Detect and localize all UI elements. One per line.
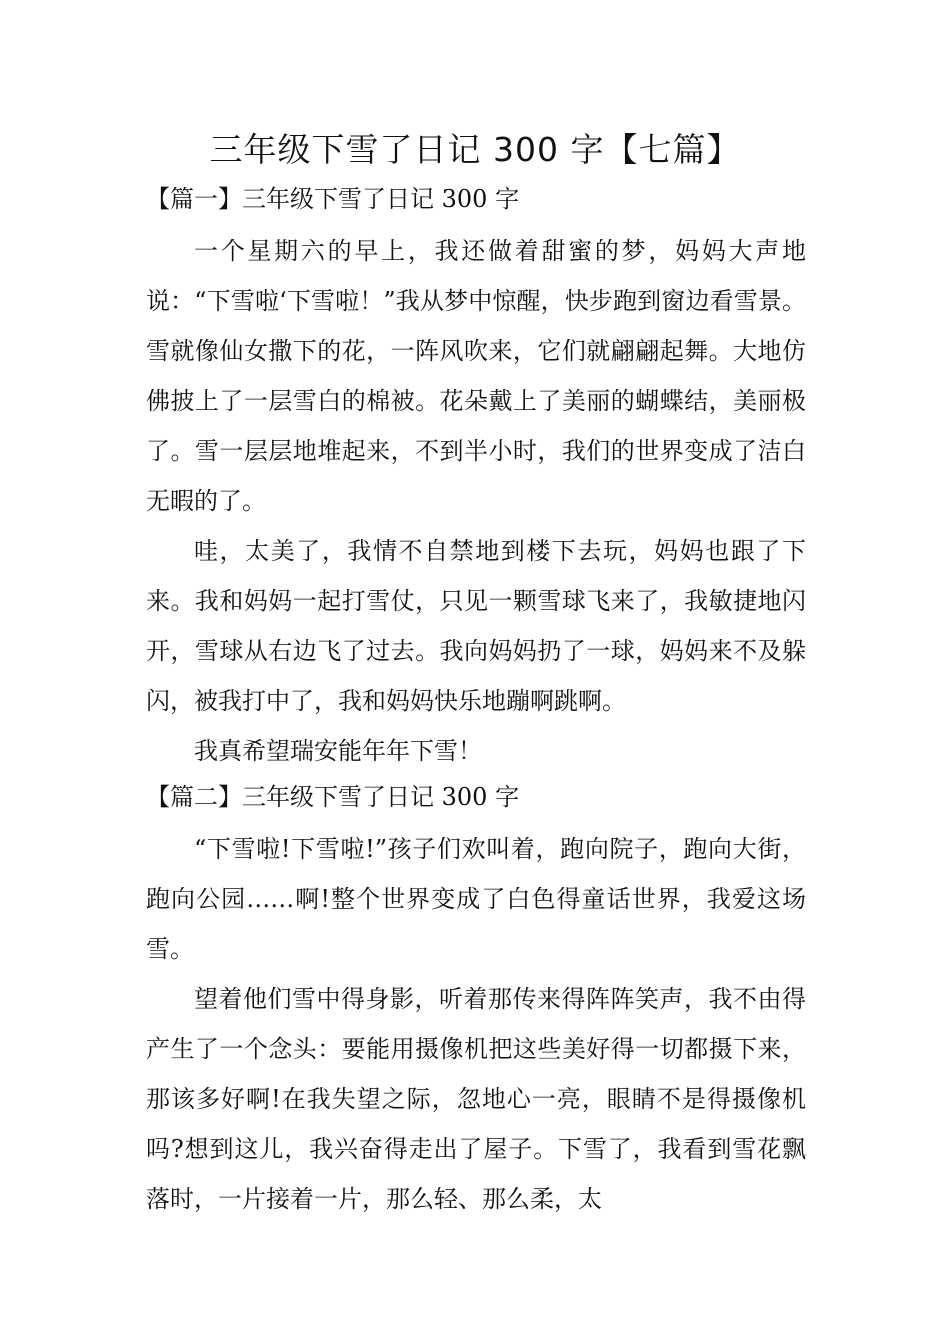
paragraph: “下雪啦!下雪啦!”孩子们欢叫着，跑向院子，跑向大街，跑向公园……啊!整个世界变成了白色得童话世界，我爱这场雪。 bbox=[146, 835, 806, 963]
paragraph: 哇，太美了，我情不自禁地到楼下去玩，妈妈也跟了下来。我和妈妈一起打雪仗，只见一颗雪球飞来了，我敏捷地闪开，雪球从右边飞了过去。我向妈妈扔了一球，妈妈来不及躲闪，被我打中了，我和妈妈快乐地蹦啊跳啊。 bbox=[146, 537, 806, 715]
section-heading: 【篇二】三年级下雪了日记 300 字 bbox=[146, 783, 520, 811]
paragraph: 我真希望瑞安能年年下雪！ bbox=[194, 737, 482, 765]
paragraph: 望着他们雪中得身影，听着那传来得阵阵笑声，我不由得产生了一个念头：要能用摄像机把这些美好得一切都摄下来，那该多好啊!在我失望之际，忽地心一亮，眼睛不是得摄像机吗?想到这儿，我兴奋得走出了屋子。下雪了，我看到雪花飘落时，一片接着一片，那么轻、那么柔，太 bbox=[146, 985, 806, 1213]
section-2 bbox=[146, 776, 806, 1224]
document-title: 三年级下雪了日记 300 字【七篇】 bbox=[209, 130, 741, 169]
section-1 bbox=[146, 178, 806, 776]
document-body bbox=[146, 178, 806, 1224]
paragraph: 一个星期六的早上，我还做着甜蜜的梦，妈妈大声地说：“下雪啦‘下雪啦！”我从梦中惊醒，快步跑到窗边看雪景。雪就像仙女撒下的花，一阵风吹来，它们就翩翩起舞。大地仿佛披上了一层雪白的棉被。花朵戴上了美丽的蝴蝶结，美丽极了。雪一层层地堆起来，不到半小时，我们的世界变成了洁白无暇的了。 bbox=[146, 237, 806, 515]
section-heading: 【篇一】三年级下雪了日记 300 字 bbox=[146, 185, 520, 213]
